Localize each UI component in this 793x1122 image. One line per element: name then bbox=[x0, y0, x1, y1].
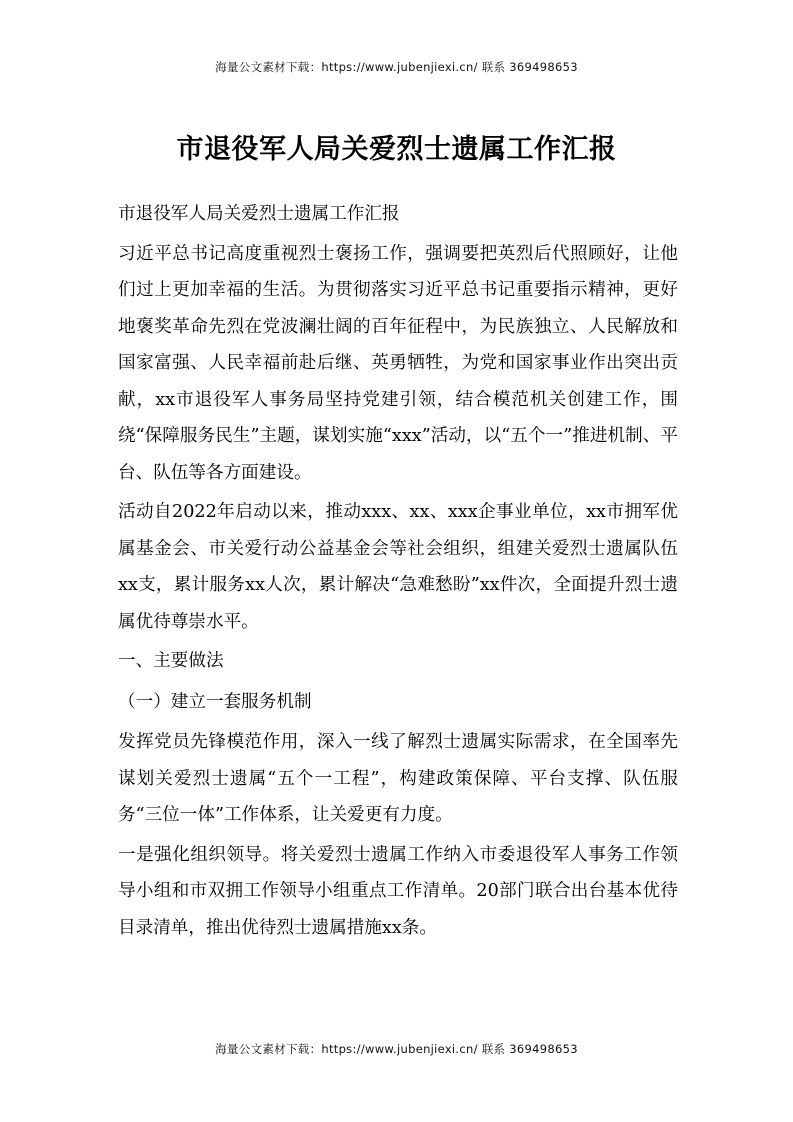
paragraph-mechanism: 发挥党员先锋模范作用，深入一线了解烈士遗属实际需求，在全国率先谋划关爱烈士遗属“五个一工程”，构建政策保障、平台支撑、队伍服务“三位一体”工作体系，让关爱更有力度。 bbox=[118, 732, 678, 825]
paragraph-leadership: 一是强化组织领导。将关爱烈士遗属工作纳入市委退役军人事务工作领导小组和市双拥工作领导小组重点工作清单。20部门联合出台基本优待目录清单，推出优待烈士遗属措施xx条。 bbox=[118, 844, 678, 938]
paragraph-subtitle: 市退役军人局关爱烈士遗属工作汇报 bbox=[118, 204, 400, 224]
page-header: 海量公文素材下载：https://www.jubenjiexi.cn/ 联系 369498653 bbox=[215, 60, 578, 74]
document-title: 市退役军人局关爱烈士遗属工作汇报 bbox=[176, 134, 617, 165]
subsection-heading-service-mechanism: （一）建立一套服务机制 bbox=[118, 691, 312, 712]
document-body bbox=[118, 196, 678, 949]
paragraph-intro: 习近平总书记高度重视烈士褒扬工作，强调要把英烈后代照顾好，让他们过上更加幸福的生活。为贯彻落实习近平总书记重要指示精神，更好地褒奖革命先烈在党波澜壮阔的百年征程中，为民族独立、人民解放和国家富强、人民幸福前赴后继、英勇牺牲，为党和国家事业作出突出贡献，xx市退役军人事务局坚持党建引领，结合模范机关创建工作，围绕“保障服务民生”主题，谋划实施“xxx”活动，以“五个一”推进机制、平台、队伍等各方面建设。 bbox=[118, 243, 678, 483]
page-footer: 海量公文素材下载：https://www.jubenjiexi.cn/ 联系 369498653 bbox=[215, 1042, 578, 1056]
section-heading-main-practices: 一、主要做法 bbox=[118, 651, 224, 671]
paragraph-activity: 活动自2022年启动以来，推动xxx、xx、xxx企事业单位，xx市拥军优属基金会、市关爱行动公益基金会等社会组织，组建关爱烈士遗属队伍xx支，累计服务xx人次，累计解决“急难愁盼”xx件次，全面提升烈士遗属优待尊崇水平。 bbox=[118, 502, 678, 632]
